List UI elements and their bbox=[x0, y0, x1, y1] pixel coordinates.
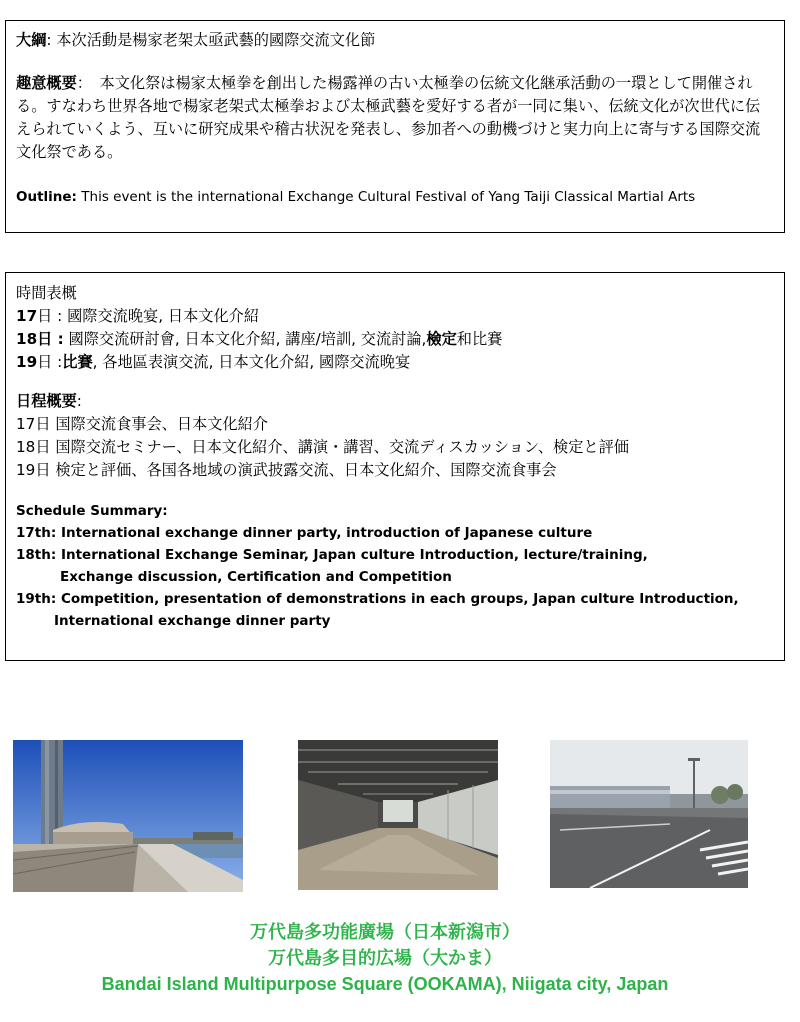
outline-line bbox=[16, 186, 774, 208]
photo-waterfront-tower bbox=[13, 740, 243, 892]
schedule-box bbox=[5, 272, 785, 661]
photo-warehouse-interior-image bbox=[298, 740, 498, 890]
en-schedule-line-18: 18th: International Exchange Seminar, Japan culture Introduction, lecture/training, bbox=[16, 547, 648, 563]
zh-schedule-line-19: 19日 :比賽, 各地區表演交流, 日本文化介紹, 國際交流晚宴 bbox=[16, 353, 411, 371]
ja-schedule-line-18: 18日 国際交流セミナー、日本文化紹介、講演・講習、交流ディスカッション、検定と評価 bbox=[16, 438, 629, 456]
caption-chinese: 万代島多功能廣場（日本新潟市） bbox=[250, 922, 520, 943]
en-schedule-line-17: 17th: International exchange dinner party, introduction of Japanese culture bbox=[16, 525, 593, 541]
photo-parking-lot-image bbox=[550, 740, 748, 888]
gangyo-text: : 本次活動是楊家老架太亟武藝的國際交流文化節 bbox=[46, 31, 376, 49]
shui-text: ： 本文化祭は楊家太極拳を創出した楊露禅の古い太極拳の伝統文化継承活動の一環として開催される。すなわち世界各地で楊家老架式太極拳および太極武藝を愛好する者が一同に集い、伝統文化が次世代に伝えられていくよう、互いに研究成果や稽古状況を発表し、参加者への動機づけと実力向上に寄与する国際交流文化祭である。 bbox=[16, 74, 761, 161]
zh-schedule-title: 時間表概 bbox=[16, 284, 77, 302]
en-schedule-title: Schedule Summary: bbox=[16, 503, 168, 519]
ja-schedule-line-17: 17日 国際交流食事会、日本文化紹介 bbox=[16, 415, 268, 433]
en-schedule-line-19: 19th: Competition, presentation of demonstrations in each groups, Japan culture Introduction, bbox=[16, 591, 739, 607]
caption-japanese: 万代島多目的広場（大かま） bbox=[268, 948, 502, 969]
caption-english: Bandai Island Multipurpose Square (OOKAMA), Niigata city, Japan bbox=[101, 974, 669, 994]
summary-box bbox=[5, 20, 785, 233]
photo-waterfront-tower-image bbox=[13, 740, 243, 892]
photo-warehouse-interior bbox=[298, 740, 498, 890]
en-schedule-line-18-cont: Exchange discussion, Certification and Competition bbox=[60, 569, 452, 585]
ja-schedule-line-19: 19日 検定と評価、各国各地域の演武披露交流、日本文化紹介、国際交流食事会 bbox=[16, 461, 557, 479]
en-schedule-line-19-cont: International exchange dinner party bbox=[54, 613, 331, 629]
zh-schedule-line-17: 17日 : 國際交流晚宴, 日本文化介紹 bbox=[16, 307, 260, 325]
ja-schedule-title: 日程概要: bbox=[16, 392, 82, 410]
shui-label: 趣意概要 bbox=[16, 74, 77, 92]
gangyo-line bbox=[16, 29, 774, 52]
photo-parking-lot bbox=[550, 740, 748, 888]
outline-label: Outline: bbox=[16, 189, 77, 205]
gangyo-label: 大綱 bbox=[16, 31, 47, 49]
shui-paragraph bbox=[16, 72, 774, 164]
outline-text: This event is the international Exchange Cultural Festival of Yang Taiji Classical Martial Arts bbox=[76, 189, 696, 205]
zh-schedule-line-18: 18日 : 國際交流研討會, 日本文化介紹, 講座/培訓, 交流討論,檢定和比賽 bbox=[16, 330, 503, 348]
